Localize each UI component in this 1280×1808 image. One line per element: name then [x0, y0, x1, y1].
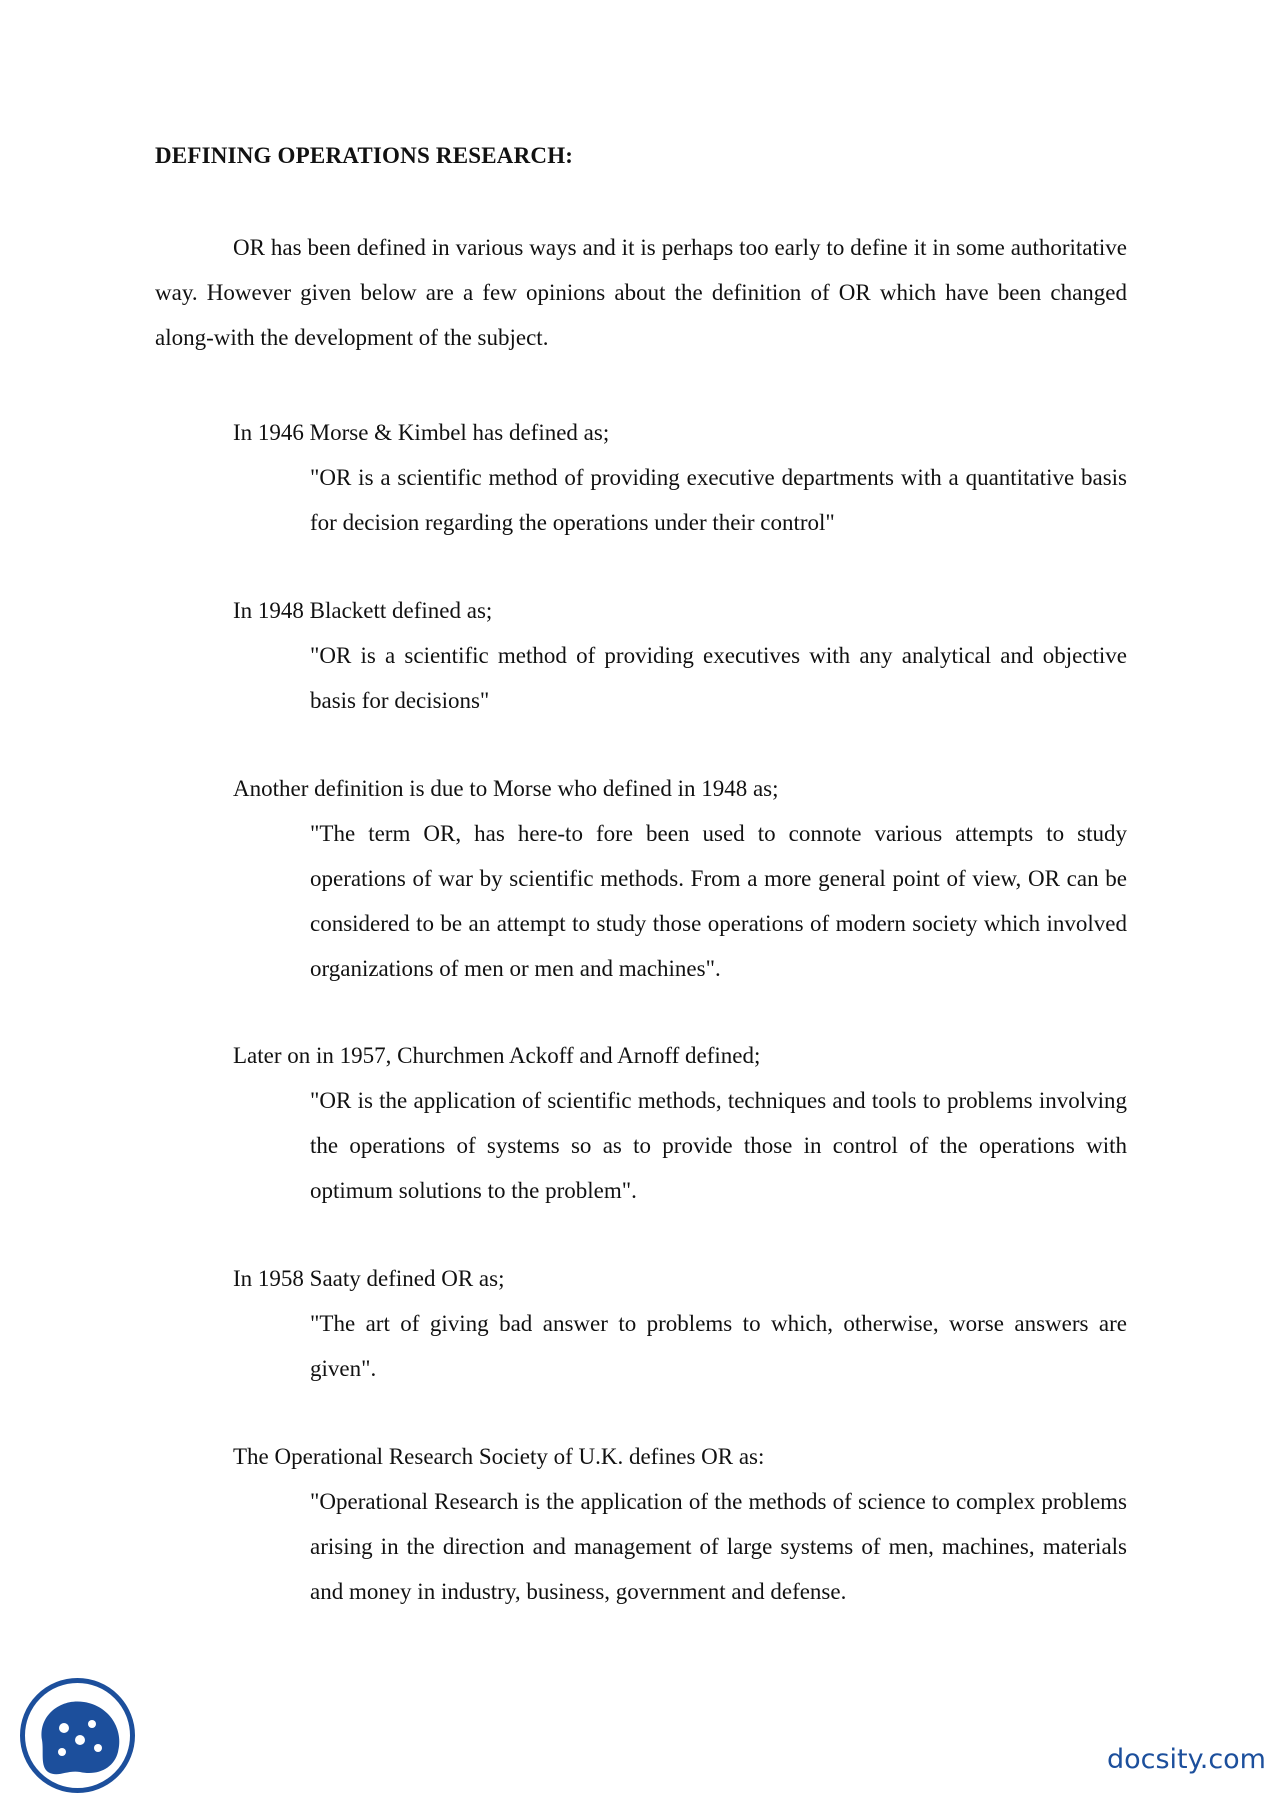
docsity-brand-link[interactable]: docsity.com: [1106, 1744, 1266, 1775]
definition-quote-1957: "OR is the application of scientific methods, techniques and tools to problems involving the operations of systems so as to provide those in control of the operations with optimum solutions to the problem".: [310, 1088, 1127, 1203]
definition-quote-1948-morse: "The term OR, has here-to fore been used to connote various attempts to study operations of war by scientific methods. From a more general point of view, OR can be considered to be an attempt to study those operations of modern society which involved organizations of men or men and machines".: [310, 821, 1127, 981]
document-heading: DEFINING OPERATIONS RESEARCH:: [155, 143, 574, 168]
definition-quote-uk-society: "Operational Research is the application of the methods of science to complex problems arising in the direction and management of large systems of men, machines, materials and money in industry, business, government and defense.: [310, 1489, 1127, 1604]
definition-intro-1946: In 1946 Morse & Kimbel has defined as;: [233, 420, 610, 445]
definition-intro-1958: In 1958 Saaty defined OR as;: [233, 1266, 505, 1291]
definition-intro-uk-society: The Operational Research Society of U.K. defines OR as:: [233, 1444, 765, 1469]
docsity-logo-icon[interactable]: [20, 1678, 135, 1793]
definition-quote-1958: "The art of giving bad answer to problems to which, otherwise, worse answers are given".: [310, 1311, 1127, 1381]
intro-paragraph: OR has been defined in various ways and it is perhaps too early to define it in some authoritative way. However given below are a few opinions about the definition of OR which have been changed along-with the development of the subject.: [155, 235, 1127, 350]
definition-intro-1948-blackett: In 1948 Blackett defined as;: [233, 598, 493, 623]
definition-intro-1948-morse: Another definition is due to Morse who defined in 1948 as;: [233, 776, 779, 801]
definition-quote-1948-blackett: "OR is a scientific method of providing executives with any analytical and objective basis for decisions": [310, 643, 1127, 713]
definition-intro-1957: Later on in 1957, Churchmen Ackoff and Arnoff defined;: [233, 1043, 761, 1068]
definition-quote-1946: "OR is a scientific method of providing executive departments with a quantitative basis for decision regarding the operations under their control": [310, 465, 1127, 535]
